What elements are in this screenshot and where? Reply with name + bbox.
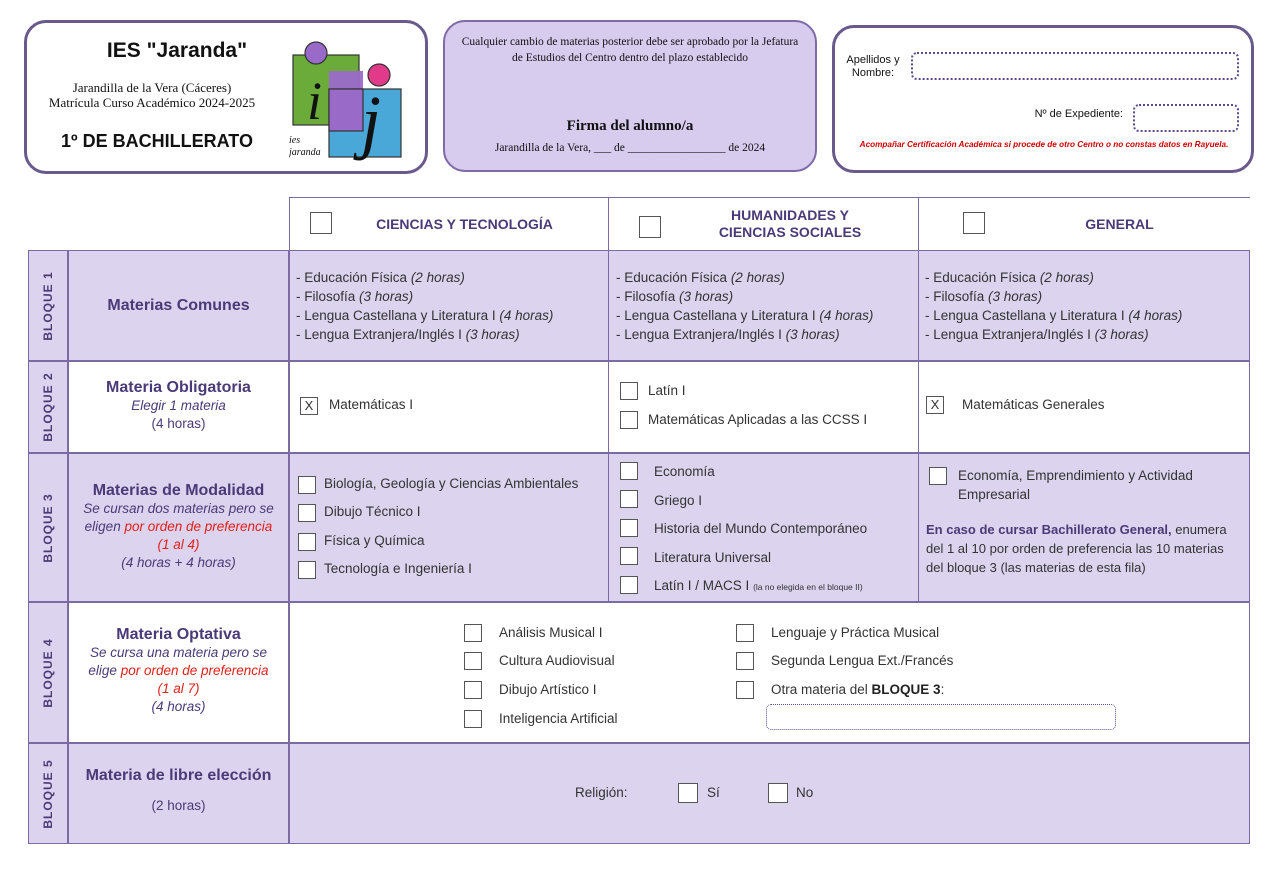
bloque-3-label: BLOQUE 3 (28, 453, 68, 602)
b5-hours: (2 horas) (151, 798, 206, 813)
inteligencia-artificial-label: Inteligencia Artificial (499, 711, 618, 726)
historia-checkbox[interactable] (620, 519, 638, 537)
b1-item: - Filosofía (3 horas) (616, 289, 734, 304)
school-name: IES "Jaranda" (106, 39, 248, 62)
economia-label: Economía (654, 464, 715, 479)
cultura-audiovisual-label: Cultura Audiovisual (499, 653, 615, 668)
b1-gen-list (925, 268, 1182, 344)
segunda-lengua-label: Segunda Lengua Ext./Francés (771, 653, 954, 668)
b1-item: - Lengua Extranjera/Inglés I (3 horas) (296, 327, 520, 342)
religion-no-checkbox[interactable] (768, 783, 788, 803)
economia-checkbox[interactable] (620, 462, 638, 480)
literatura-universal-checkbox[interactable] (620, 547, 638, 565)
col-header-humanidades (608, 197, 919, 250)
academic-year: Matrícula Curso Académico 2024-2025 (48, 95, 256, 110)
b1-hcs-list (616, 268, 873, 344)
latin-i-checkbox[interactable] (620, 382, 638, 400)
school-logo-icon (289, 41, 407, 161)
logo-letter-i: i (307, 71, 323, 131)
b1-item: - Lengua Castellana y Literatura I (4 horas) (616, 308, 874, 323)
b1-title: Materias Comunes (107, 297, 250, 314)
lenguaje-practica-musical-label: Lenguaje y Práctica Musical (771, 625, 940, 640)
col-header-ciencias (289, 197, 609, 250)
bloque-1-label: BLOQUE 1 (28, 250, 68, 361)
religion-yes-checkbox[interactable] (678, 783, 698, 803)
mat-ccss-i-label: Matemáticas Aplicadas a las CCSS I (648, 412, 868, 427)
b1-row-header (68, 250, 289, 361)
b2-subtitle: Elegir 1 materia (131, 398, 226, 413)
school-town: Jarandilla de la Vera (Cáceres) (72, 80, 232, 95)
signature-title: Firma del alumno/a (566, 118, 694, 134)
general-note: En caso de cursar Bachillerato General, enumera del 1 al 10 por orden de preferencia las 10 materias del bloque 3 (las materias de esta fila) (926, 522, 1227, 575)
logo-small-text-2: jaranda (289, 147, 321, 158)
select-humanidades-checkbox[interactable] (639, 216, 661, 238)
matematicas-generales-checkbox[interactable]: X (926, 396, 944, 414)
b1-item: - Educación Física (2 horas) (616, 270, 785, 285)
fisica-quimica-label: Física y Química (324, 533, 425, 548)
bloque-2-label: BLOQUE 2 (28, 361, 68, 453)
historia-label: Historia del Mundo Contemporáneo (654, 521, 868, 536)
b1-item: - Lengua Castellana y Literatura I (4 horas) (296, 308, 554, 323)
segunda-lengua-checkbox[interactable] (736, 652, 754, 670)
matematicas-i-checkbox[interactable]: X (300, 397, 318, 415)
b4-subtitle-1: Se cursa una materia pero se (89, 645, 268, 660)
col-title-ciencias: CIENCIAS Y TECNOLOGÍA (376, 216, 553, 232)
school-info-box (24, 20, 428, 174)
change-notice: Cualquier cambio de materias posterior debe ser aprobado por la Jefatura de Estudios del Centro dentro del plazo establecido (461, 36, 799, 64)
latin-macs-label: Latín I / MACS I (la no elegida en el bloque II) (654, 578, 863, 593)
otra-materia-label: Otra materia del BLOQUE 3: (771, 682, 945, 697)
select-ciencias-checkbox[interactable] (310, 212, 332, 234)
b1-item: - Educación Física (2 horas) (296, 270, 465, 285)
signature-date-line[interactable]: Jarandilla de la Vera, ___ de _________________ de 2024 (494, 142, 766, 154)
b4-title: Materia Optativa (116, 626, 241, 643)
bloque-5-label: BLOQUE 5 (28, 743, 68, 844)
dibujo-tecnico-checkbox[interactable] (298, 504, 316, 522)
cultura-audiovisual-checkbox[interactable] (464, 652, 482, 670)
griego-label: Griego I (654, 493, 703, 508)
tecnologia-label: Tecnología e Ingeniería I (324, 561, 472, 576)
b3-subtitle-3: (1 al 4) (157, 537, 200, 552)
otra-materia-field[interactable] (766, 704, 1116, 730)
b2-hours: (4 horas) (151, 416, 206, 431)
analisis-musical-checkbox[interactable] (464, 624, 482, 642)
logo-letter-j: j (361, 81, 382, 161)
b4-subtitle-2: elige por orden de preferencia (88, 663, 269, 678)
names-label-line1: Apellidos y (846, 54, 900, 66)
signature-box (443, 20, 817, 172)
otra-materia-checkbox[interactable] (736, 681, 754, 699)
select-general-checkbox[interactable] (963, 212, 985, 234)
b5-title: Materia de libre elección (85, 767, 272, 784)
mat-ccss-i-checkbox[interactable] (620, 411, 638, 429)
student-info-box (832, 25, 1254, 173)
b1-ct-list (296, 268, 553, 344)
logo-small-text-1: ies (289, 135, 301, 146)
economia-emprendimiento-checkbox[interactable] (929, 467, 947, 485)
certification-warning: Acompañar Certificación Académica si procede de otro Centro o no constas datos en Rayuela. (859, 140, 1229, 149)
biologia-checkbox[interactable] (298, 476, 316, 494)
b1-item: - Filosofía (3 horas) (296, 289, 414, 304)
b4-subtitle-3: (1 al 7) (157, 681, 200, 696)
b2-hcs-cell (608, 361, 919, 453)
religion-label: Religión: (575, 785, 628, 800)
col-title-humanidades (669, 207, 911, 241)
record-number-label: Nº de Expediente: (1034, 108, 1123, 120)
b1-item: - Filosofía (3 horas) (925, 289, 1043, 304)
names-label (843, 54, 903, 80)
matematicas-i-label: Matemáticas I (329, 397, 414, 412)
latin-i-label: Latín I (648, 383, 686, 398)
latin-macs-checkbox[interactable] (620, 576, 638, 594)
col-title-humanidades-line1: HUMANIDADES Y (731, 207, 849, 223)
b3-subtitle-1: Se cursan dos materias pero se (83, 501, 274, 516)
course-level: 1º DE BACHILLERATO (61, 131, 253, 151)
matematicas-generales-label: Matemáticas Generales (962, 397, 1105, 412)
b4-row-header (68, 602, 289, 743)
record-number-field[interactable] (1133, 104, 1239, 132)
dibujo-artistico-label: Dibujo Artístico I (499, 682, 597, 697)
b5-row-header (68, 743, 289, 844)
b4-hours: (4 horas) (151, 699, 206, 714)
b3-row-header (68, 453, 289, 602)
b2-title: Materia Obligatoria (106, 379, 251, 396)
b3-subtitle-2: eligen por orden de preferencia (84, 519, 273, 534)
religion-no-label: No (796, 785, 814, 800)
religion-yes-label: Sí (707, 785, 720, 800)
tecnologia-checkbox[interactable] (298, 561, 316, 579)
b1-item: - Lengua Extranjera/Inglés I (3 horas) (925, 327, 1149, 342)
b3-hours: (4 horas + 4 horas) (121, 555, 236, 570)
names-field[interactable] (911, 52, 1239, 80)
col-header-general (918, 197, 1250, 250)
b1-item: - Lengua Extranjera/Inglés I (3 horas) (616, 327, 840, 342)
lenguaje-practica-musical-checkbox[interactable] (736, 624, 754, 642)
b1-item: - Lengua Castellana y Literatura I (4 horas) (925, 308, 1183, 323)
dibujo-tecnico-label: Dibujo Técnico I (324, 504, 421, 519)
biologia-label: Biología, Geología y Ciencias Ambientales (324, 476, 579, 491)
inteligencia-artificial-checkbox[interactable] (464, 710, 482, 728)
b2-row-header (68, 361, 289, 453)
dibujo-artistico-checkbox[interactable] (464, 681, 482, 699)
names-label-line2: Nombre: (851, 67, 895, 79)
griego-checkbox[interactable] (620, 490, 638, 508)
analisis-musical-label: Análisis Musical I (499, 625, 603, 640)
literatura-universal-label: Literatura Universal (654, 550, 772, 565)
col-title-humanidades-line2: CIENCIAS SOCIALES (718, 224, 862, 240)
col-title-general: GENERAL (1085, 216, 1154, 232)
fisica-quimica-checkbox[interactable] (298, 533, 316, 551)
economia-emprendimiento-label: Economía, Emprendimiento y Actividad Empresarial (958, 468, 1193, 502)
b3-title: Materias de Modalidad (92, 482, 265, 499)
bloque-4-label: BLOQUE 4 (28, 602, 68, 743)
b1-item: - Educación Física (2 horas) (925, 270, 1094, 285)
